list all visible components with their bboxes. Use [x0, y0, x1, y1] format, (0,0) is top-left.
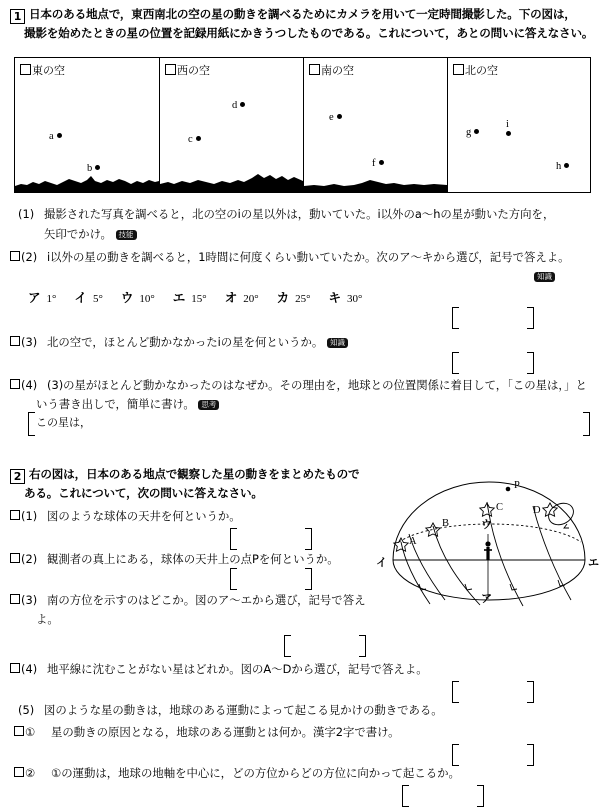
section1-intro-line1 [10, 6, 576, 24]
sky-panel-east [15, 58, 159, 192]
question-2-3-line2: よ。 [36, 612, 59, 626]
figure-label-B: B [442, 518, 450, 529]
section2-number: 2 [10, 469, 25, 484]
question-2-1-number: (1) [21, 509, 38, 523]
question-1-4-line1: (4) (3)の星がほとんど動かなかったのはなぜか。その理由を，地球との位置関係に着目して，「この星は，」と [10, 377, 587, 393]
star-h: h [556, 161, 569, 172]
choice-e[interactable]: エ 15° [172, 290, 207, 305]
choice-ki[interactable]: キ 30° [328, 290, 363, 305]
question-2-3-line1: (3) 南の方位を示すのはどこか。図のア〜エから選び，記号で答え [10, 592, 365, 608]
question-1-4-line2: いう書き出しで，簡単に書け。 思考 [36, 396, 219, 412]
figure-label-P: P [514, 480, 520, 491]
figure-label-e-kana[interactable]: エ [588, 556, 599, 569]
section2-intro-line1 [10, 466, 359, 484]
sky-panel-north-label: 北の空 [453, 62, 498, 78]
question-2-5-1-line1: ① 星の動きの原因となる，地球のある運動とは何か。漢字2字で書け。 [14, 724, 400, 740]
skill-badge: 技能 [116, 230, 137, 240]
answer-box-1-4[interactable] [28, 412, 590, 434]
question-1-4-number: (4) [21, 378, 38, 392]
section1-intro-line2: 撮影を始めたときの星の位置を記録用紙にかきうつしたものである。これについて，あとの問いに答えなさい。 [24, 26, 594, 40]
point-p-dot [506, 487, 511, 492]
star-dot-icon [57, 133, 62, 138]
question-1-2-choices [28, 288, 380, 306]
question-1-2-badge-row [534, 269, 555, 283]
horizon-silhouette [304, 176, 447, 192]
star-dot-icon [95, 165, 100, 170]
choice-u[interactable]: ウ 10° [120, 290, 155, 305]
question-1-2-number: (2) [21, 250, 38, 264]
figure-label-u-kana[interactable]: ウ [481, 518, 492, 531]
figure-label-D: D [533, 505, 541, 516]
checkbox-icon[interactable] [14, 767, 24, 777]
checkbox-icon[interactable] [10, 510, 20, 520]
question-1-1-line1: (1) 撮影された写真を調べると，北の空のiの星以外は，動いていた。i以外のa〜hの星が動いた方向を， [18, 207, 555, 221]
figure-label-A: A [409, 536, 417, 547]
celestial-sphere-diagram [375, 472, 603, 607]
question-2-2-number: (2) [21, 552, 38, 566]
star-a: a [49, 131, 62, 142]
question-1-3-number: (3) [21, 335, 38, 349]
checkbox-icon[interactable] [10, 251, 20, 261]
sky-panel-east-label: 東の空 [20, 62, 65, 78]
figure-label-a-kana[interactable]: ア [481, 592, 492, 605]
choice-o[interactable]: オ 20° [224, 290, 259, 305]
checkbox-icon[interactable] [10, 379, 20, 389]
knowledge-badge: 知識 [534, 272, 555, 282]
question-2-4-line1: (4) 地平線に沈むことがない星はどれか。図のA〜Dから選び，記号で答えよ。 [10, 661, 428, 677]
question-2-5-2-line1: ② ①の運動は，地球の地軸を中心に，どの方位からどの方位に向かって起こるか。 [14, 765, 460, 781]
star-e: e [329, 112, 342, 123]
star-dot-icon [196, 136, 201, 141]
star-dot-icon [337, 114, 342, 119]
star-dot-icon [506, 131, 511, 136]
sky-panel-west-label: 西の空 [165, 62, 210, 78]
section1-number: 1 [10, 9, 25, 24]
section2-intro-line2: ある。これについて，次の問いに答えなさい。 [24, 486, 263, 500]
question-2-4-number: (4) [21, 662, 38, 676]
star-dot-icon [474, 129, 479, 134]
checkbox-icon[interactable] [14, 726, 24, 736]
star-dot-icon [240, 102, 245, 107]
star-c: c [188, 134, 201, 145]
sky-panel-north [448, 58, 590, 192]
question-2-5-line1: (5) 図のような星の動きは，地球のある運動によって起こる見かけの動きである。 [18, 703, 443, 717]
checkbox-icon[interactable] [10, 553, 20, 563]
knowledge-badge: 知識 [327, 338, 348, 348]
question-2-5-2-number: ② [25, 766, 36, 780]
checkbox-icon[interactable] [10, 336, 20, 346]
question-2-5-number: (5) [18, 703, 35, 717]
question-2-5-1-number: ① [25, 725, 36, 739]
checkbox-icon [165, 64, 176, 75]
choice-a[interactable]: ア 1° [28, 290, 57, 305]
figure-label-C: C [496, 502, 504, 513]
question-1-2-line1: (2) i以外の星の動きを調べると，1時間に何度くらい動いていたか。次のア〜キから選び，記号で答えよ。 [10, 249, 570, 265]
answer-box-1-2[interactable] [452, 307, 534, 327]
checkbox-icon[interactable] [10, 663, 20, 673]
answer-box-2-2[interactable] [230, 568, 312, 588]
answer-box-1-3[interactable] [452, 352, 534, 372]
question-2-3-number: (3) [21, 593, 38, 607]
answer-box-2-5-2[interactable] [402, 785, 484, 805]
choice-i[interactable]: イ 5° [74, 290, 103, 305]
answer-prefix-1-4: この星は， [36, 416, 91, 429]
checkbox-icon[interactable] [10, 594, 20, 604]
answer-box-2-5-1[interactable] [452, 744, 534, 764]
sky-panel-south-label: 南の空 [309, 62, 354, 78]
figure-label-i-kana[interactable]: イ [376, 556, 387, 569]
question-1-1-line2: 矢印でかけ。 技能 [44, 226, 137, 242]
star-i: i [506, 119, 511, 136]
sky-panels-figure [14, 57, 591, 193]
question-2-1-line1: (1) 図のような球体の天井を何というか。 [10, 508, 241, 524]
sky-panel-south [304, 58, 447, 192]
checkbox-icon [453, 64, 464, 75]
answer-box-2-1[interactable] [230, 528, 312, 548]
checkbox-icon [20, 64, 31, 75]
horizon-silhouette [15, 172, 159, 192]
thinking-badge: 思考 [198, 400, 219, 410]
section2-intro-text1: 右の図は，日本のある地点で観察した星の動きをまとめたもので [29, 467, 360, 481]
checkbox-icon [309, 64, 320, 75]
answer-box-2-3[interactable] [284, 635, 366, 655]
star-f: f [372, 158, 384, 169]
sky-panel-west [160, 58, 303, 192]
section1-intro-text1: 日本のある地点で，東西南北の空の星の動きを調べるためにカメラを用いて一定時間撮影した。下の図は， [29, 7, 576, 21]
star-b: b [87, 163, 100, 174]
question-1-1-number: (1) [18, 207, 35, 221]
question-1-3-line1: (3) 北の空で，ほとんど動かなかったiの星を何というか。 知識 [10, 334, 348, 350]
star-d: d [232, 100, 245, 111]
star-dot-icon [564, 163, 569, 168]
answer-box-2-4[interactable] [452, 681, 534, 701]
observer-figure [484, 541, 492, 560]
star-dot-icon [379, 160, 384, 165]
horizon-silhouette [160, 170, 303, 192]
question-2-2-line1: (2) 観測者の真上にある，球体の天井上の点Pを何というか。 [10, 551, 339, 567]
choice-ka[interactable]: カ 25° [276, 290, 311, 305]
star-g: g [466, 127, 479, 138]
